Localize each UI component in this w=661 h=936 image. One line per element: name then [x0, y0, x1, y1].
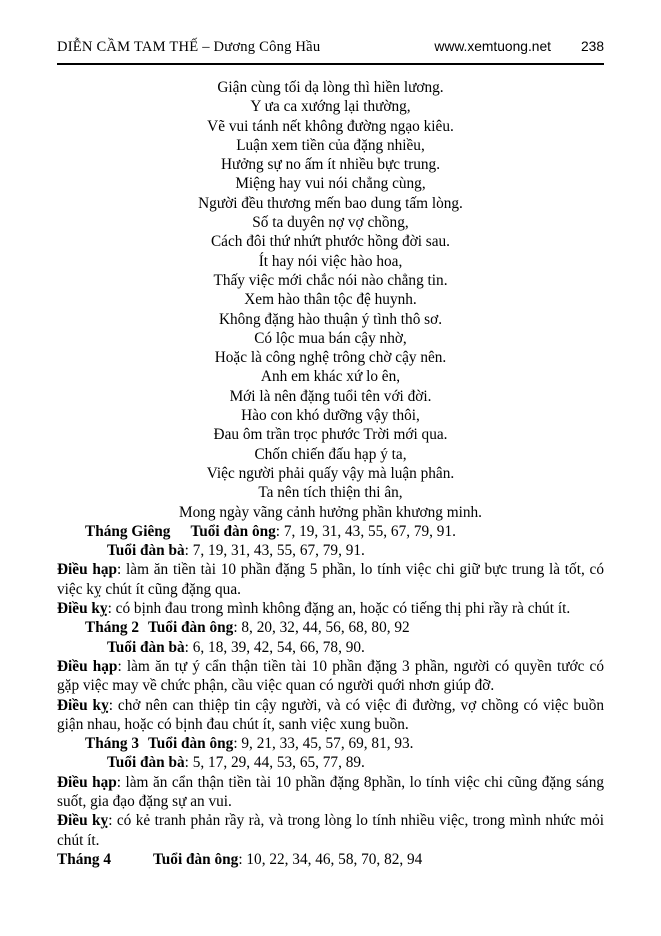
poem-line: Vẽ vui tánh nết không đường ngạo kiêu. — [207, 117, 454, 135]
men-ages-label: Tuổi đàn ông — [148, 735, 234, 753]
dieu-hap-label: Điều hạp — [57, 773, 117, 791]
poem-block — [57, 78, 604, 522]
poem-line: Đau ôm trần trọc phước Trời mới qua. — [213, 426, 448, 444]
dieu-ky-text: : có bịnh đau trong mình không đặng an, hoặc có tiếng thị phi rầy rà chút ít. — [107, 600, 571, 618]
month-name: Tháng 3 — [85, 735, 139, 753]
poem-line: Mong ngày vãng cảnh hưởng phần khương minh. — [179, 503, 482, 521]
poem-line: Người đều thương mến bao dung tấm lòng. — [198, 194, 463, 212]
poem-line: Thấy việc mới chắc nói nào chẳng tin. — [213, 271, 448, 289]
dieu-hap-label: Điều hạp — [57, 657, 118, 675]
poem-line: Ít hay nói việc hào hoa, — [258, 252, 403, 270]
poem-line: Luận xem tiền của đặng nhiều, — [236, 136, 425, 154]
poem-line: Cách đôi thứ nhứt phước hồng đời sau. — [210, 233, 451, 251]
poem-line: Không đặng hào thuận ý tình thô sơ. — [218, 310, 443, 328]
poem-line: Có lộc mua bán cậy nhờ, — [254, 329, 407, 347]
dieu-ky-paragraph — [57, 811, 604, 850]
document-title: DIỄN CẦM TAM THẾ – Dương Công Hầu — [57, 39, 321, 55]
dieu-ky-text: : chở nên can thiệp tin cậy người, và có việc đi đường, vợ chồng có việc buồn giận nhau, hoặc có bịnh đau chút ít, sanh việc xung buồn. — [57, 696, 604, 733]
dieu-hap-text: : làm ăn cẩn thận tiền tài 10 phần đặng 8phần, lo tính việc chi cũng đặng sáng suốt, gia đạo đặng sự an vui. — [57, 773, 604, 810]
men-ages: : 9, 21, 33, 45, 57, 69, 81, 93. — [233, 735, 414, 753]
poem-line: Xem hào thân tộc đệ huynh. — [244, 291, 417, 309]
poem-line: Việc người phải quấy vậy mà luận phân. — [206, 464, 455, 482]
women-ages: : 7, 19, 31, 43, 55, 67, 79, 91. — [184, 542, 365, 560]
month-section-2 — [57, 618, 604, 734]
month-sections — [57, 522, 604, 869]
website-url: www.xemtuong.net — [434, 39, 551, 54]
dieu-ky-label: Điều kỵ — [57, 600, 108, 618]
poem-line: Giận cùng tối dạ lòng thì hiền lương. — [217, 79, 444, 96]
month-name: Tháng 2 — [85, 619, 139, 637]
month-header-line — [57, 522, 604, 541]
men-ages: : 7, 19, 31, 43, 55, 67, 79, 91. — [275, 522, 456, 540]
poem-line: Số ta duyên nợ vợ chồng, — [252, 214, 409, 232]
poem-line: Mới là nên đặng tuổi tên với đời. — [229, 387, 432, 405]
month-section-4 — [57, 850, 604, 869]
month-name: Tháng Giêng — [85, 522, 171, 540]
dieu-hap-paragraph — [57, 560, 604, 599]
dieu-ky-label: Điều kỵ — [57, 696, 109, 714]
month-name: Tháng 4 — [57, 850, 111, 868]
men-ages: : 10, 22, 34, 46, 58, 70, 82, 94 — [238, 850, 423, 868]
page-number: 238 — [580, 39, 604, 54]
poem-line: Miệng hay vui nói chẳng cùng, — [235, 175, 426, 193]
women-ages-line — [57, 638, 604, 657]
dieu-ky-text: : có kẻ tranh phản rầy rà, và trong lòng lo tính nhiều việc, trong mình nhức mỏi chút ít. — [57, 812, 605, 849]
women-ages-label: Tuổi đàn bà — [107, 754, 185, 772]
month-section-gieng — [57, 522, 604, 618]
men-ages-label: Tuổi đàn ông — [153, 850, 239, 868]
month-header-line — [57, 850, 604, 869]
poem-line: Anh em khác xứ lo ên, — [260, 368, 401, 386]
month-header-line — [57, 618, 604, 637]
dieu-hap-text: : làm ăn tiền tài 10 phần đặng 5 phần, lo tính việc chi giữ bực trung là tốt, có việc kỵ chút ít cũng đặng qua. — [57, 561, 604, 598]
men-ages-label: Tuổi đàn ông — [148, 619, 234, 637]
women-ages: : 6, 18, 39, 42, 54, 66, 78, 90. — [184, 638, 365, 656]
header-divider — [57, 63, 604, 65]
women-ages-line — [57, 753, 604, 772]
women-ages-label: Tuổi đàn bà — [107, 542, 185, 560]
poem-line: Ta nên tích thiện thi ân, — [258, 484, 403, 502]
dieu-hap-paragraph — [57, 657, 604, 696]
women-ages-label: Tuổi đàn bà — [107, 638, 185, 656]
dieu-hap-text: : làm ăn tự ý cẩn thận tiền tài 10 phần đặng 3 phần, người có quyền tước có gặp việc may về chức phận, cầu việc quan có người quới nhơn giúp đỡ. — [57, 657, 604, 695]
men-ages-label: Tuổi đàn ông — [190, 522, 276, 540]
month-header-line — [57, 734, 604, 753]
dieu-hap-label: Điều hạp — [57, 561, 118, 579]
poem-line: Hoặc là công nghệ trông chờ cậy nên. — [214, 349, 447, 367]
page-header — [57, 38, 604, 56]
men-ages: : 8, 20, 32, 44, 56, 68, 80, 92 — [233, 619, 410, 637]
women-ages: : 5, 17, 29, 44, 53, 65, 77, 89. — [184, 754, 365, 772]
dieu-ky-paragraph — [57, 599, 604, 618]
dieu-ky-label: Điều kỵ — [57, 812, 109, 830]
header-right — [434, 38, 604, 56]
dieu-hap-paragraph — [57, 773, 604, 812]
dieu-ky-paragraph — [57, 696, 604, 735]
women-ages-line — [57, 541, 604, 560]
poem-line: Y ưa ca xướng lại thường, — [250, 98, 411, 116]
poem-line: Chốn chiến đấu hạp ý ta, — [254, 445, 407, 463]
poem-line: Hào con khó dưỡng vậy thôi, — [241, 407, 420, 425]
poem-line: Hưởng sự no ấm ít nhiều bực trung. — [220, 156, 441, 174]
month-section-3 — [57, 734, 604, 850]
